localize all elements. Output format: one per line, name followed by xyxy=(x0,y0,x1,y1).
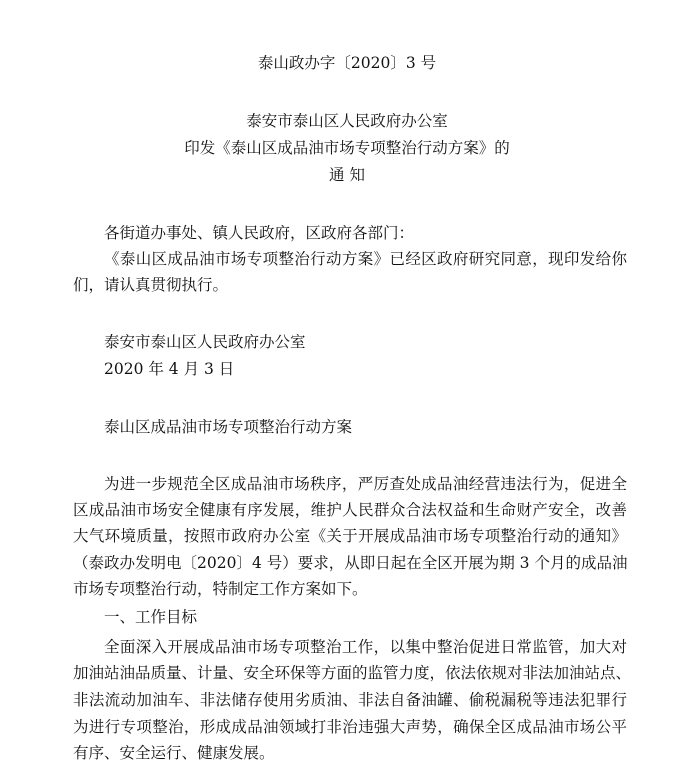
section-heading: 一、工作目标 xyxy=(104,608,198,626)
section-paragraph-line-5: 有序、安全运行、健康发展。 xyxy=(73,744,275,762)
section-paragraph-line-2: 加油站油品质量、计量、安全环保等方面的监管力度，依法依规对非法加油站点、 xyxy=(73,664,632,682)
notice-body-line-2: 们，请认真贯彻执行。 xyxy=(73,276,229,294)
title-notice-line: 通 知 xyxy=(329,166,365,184)
issue-date: 2020 年 4 月 3 日 xyxy=(104,360,235,378)
issuer-signature: 泰安市泰山区人民政府办公室 xyxy=(104,333,306,351)
notice-body-line-1: 《泰山区成品油市场专项整治行动方案》已经区政府研究同意，现印发给你 xyxy=(104,250,627,268)
intro-paragraph-line-2: 区成品油市场安全健康有序发展，维护人民群众合法权益和生命财产安全，改善 xyxy=(73,501,627,519)
intro-paragraph-line-1: 为进一步规范全区成品油市场秩序，严厉查处成品油经营违法行为，促进全 xyxy=(104,475,627,493)
intro-paragraph-line-3: 大气环境质量，按照市政府办公室《关于开展成品油市场专项整治行动的通知》 xyxy=(73,527,627,545)
title-issuer-line: 泰安市泰山区人民政府办公室 xyxy=(246,112,448,130)
section-paragraph-line-3: 非法流动加油车、非法储存使用劣质油、非法自备油罐、偷税漏税等违法犯罪行 xyxy=(73,691,627,709)
document-number: 泰山政办字〔2020〕3 号 xyxy=(257,54,437,72)
intro-paragraph-line-4: （泰政办发明电〔2020〕4 号）要求，从即日起在全区开展为期 3 个月的成品油 xyxy=(73,554,628,572)
section-paragraph-line-4: 为进行专项整治，形成成品油领域打非治违强大声势，确保全区成品油市场公平 xyxy=(73,718,627,736)
title-subject-line: 印发《泰山区成品油市场专项整治行动方案》的 xyxy=(184,139,510,157)
plan-title: 泰山区成品油市场专项整治行动方案 xyxy=(104,418,353,436)
intro-paragraph-line-5: 市场专项整治行动，特制定工作方案如下。 xyxy=(73,580,368,598)
addressee: 各街道办事处、镇人民政府，区政府各部门： xyxy=(104,224,415,242)
section-paragraph-line-1: 全面深入开展成品油市场专项整治工作，以集中整治促进日常监管，加大对 xyxy=(104,638,627,656)
